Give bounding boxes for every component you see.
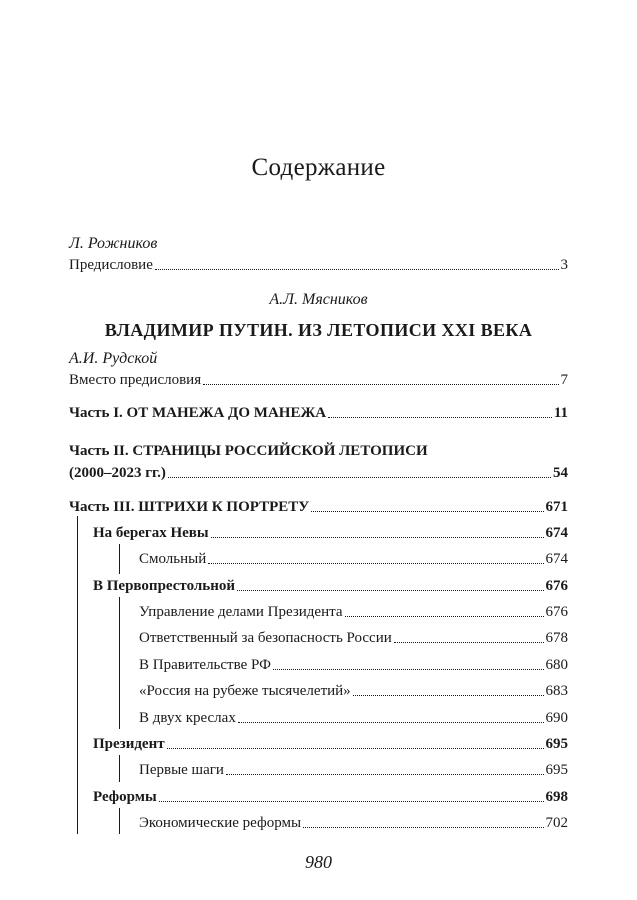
section-rule <box>77 516 78 834</box>
entry-title: Смольный <box>139 551 207 567</box>
entry-page: 676 <box>545 604 568 620</box>
entry-title: Экономические реформы <box>139 815 302 831</box>
toc-entry-subsection[interactable] <box>139 602 568 622</box>
dot-leader <box>353 695 544 696</box>
entry-title: В двух креслах <box>139 710 236 726</box>
part-2-title-line-1: Часть II. СТРАНИЦЫ РОССИЙСКОЙ ЛЕТОПИСИ <box>69 443 428 459</box>
entry-title: Предисловие <box>69 257 153 273</box>
page-title: Содержание <box>251 154 386 181</box>
entry-title: В Первопрестольной <box>93 578 236 594</box>
dot-leader <box>311 511 543 512</box>
entry-page: 11 <box>553 405 568 421</box>
dot-leader <box>237 590 543 591</box>
book-author: А.Л. Мясников <box>269 291 368 308</box>
toc-entry-subsection[interactable] <box>139 628 568 648</box>
toc-entry-intro[interactable] <box>69 370 568 390</box>
entry-title: «Россия на рубеже тысячелетий» <box>139 683 351 699</box>
toc-entry-subsection[interactable] <box>139 708 568 728</box>
book-title: ВЛАДИМИР ПУТИН. ИЗ ЛЕТОПИСИ XXI ВЕКА <box>104 320 533 340</box>
entry-title: Реформы <box>93 789 157 805</box>
subsection-rule <box>119 808 120 834</box>
entry-title: Часть I. ОТ МАНЕЖА ДО МАНЕЖА <box>69 405 327 421</box>
toc-entry-subsection[interactable] <box>139 681 568 701</box>
dot-leader <box>167 748 544 749</box>
entry-page: 7 <box>560 372 568 388</box>
entry-title: На берегах Невы <box>93 525 209 541</box>
subsection-rule <box>119 544 120 574</box>
subsection-rule <box>119 755 120 782</box>
subsection-rule <box>119 597 120 729</box>
foreword-author: Л. Рожников <box>69 235 158 252</box>
entry-title: Первые шаги <box>139 762 224 778</box>
entry-page: 678 <box>545 630 568 646</box>
toc-entry-section[interactable] <box>93 576 568 596</box>
entry-page: 683 <box>545 683 568 699</box>
dot-leader <box>238 722 544 723</box>
toc-entry-subsection[interactable] <box>139 549 568 569</box>
dot-leader <box>303 827 543 828</box>
dot-leader <box>208 563 543 564</box>
entry-page: 671 <box>545 499 568 515</box>
entry-page: 3 <box>560 257 568 273</box>
entry-title: В Правительстве РФ <box>139 657 271 673</box>
entry-page: 702 <box>545 815 568 831</box>
dot-leader <box>155 269 559 270</box>
dot-leader <box>168 477 551 478</box>
toc-entry-subsection[interactable] <box>139 655 568 675</box>
entry-page: 680 <box>545 657 568 673</box>
entry-page: 674 <box>545 525 568 541</box>
dot-leader <box>273 669 544 670</box>
entry-title: Управление делами Президента <box>139 604 343 620</box>
entry-title: Вместо предисловия <box>69 372 202 388</box>
entry-page: 695 <box>545 736 568 752</box>
entry-title: Ответственный за безопасность России <box>139 630 392 646</box>
entry-page: 674 <box>545 551 568 567</box>
toc-entry-part-3[interactable] <box>69 497 568 517</box>
dot-leader <box>203 384 558 385</box>
toc-entry-section[interactable] <box>93 523 568 543</box>
entry-page: 54 <box>553 465 568 481</box>
entry-page: 695 <box>545 762 568 778</box>
entry-title: (2000–2023 гг.) <box>69 465 166 481</box>
dot-leader <box>159 801 544 802</box>
intro-author: А.И. Рудской <box>69 350 158 367</box>
page-number: 980 <box>305 852 332 872</box>
dot-leader <box>328 417 552 418</box>
dot-leader <box>226 774 544 775</box>
entry-page: 690 <box>545 710 568 726</box>
entry-page: 698 <box>545 789 568 805</box>
dot-leader <box>394 642 544 643</box>
toc-entry-subsection[interactable] <box>139 760 568 780</box>
toc-entry-section[interactable] <box>93 734 568 754</box>
entry-title: Часть III. ШТРИХИ К ПОРТРЕТУ <box>69 499 310 515</box>
dot-leader <box>211 537 544 538</box>
toc-entry-part-1[interactable] <box>69 403 568 423</box>
toc-entry-foreword[interactable] <box>69 255 568 275</box>
toc-entry-subsection[interactable] <box>139 813 568 833</box>
toc-entry-part-2[interactable] <box>69 463 568 483</box>
toc-entry-section[interactable] <box>93 787 568 807</box>
entry-page: 676 <box>545 578 568 594</box>
dot-leader <box>345 616 544 617</box>
entry-title: Президент <box>93 736 165 752</box>
